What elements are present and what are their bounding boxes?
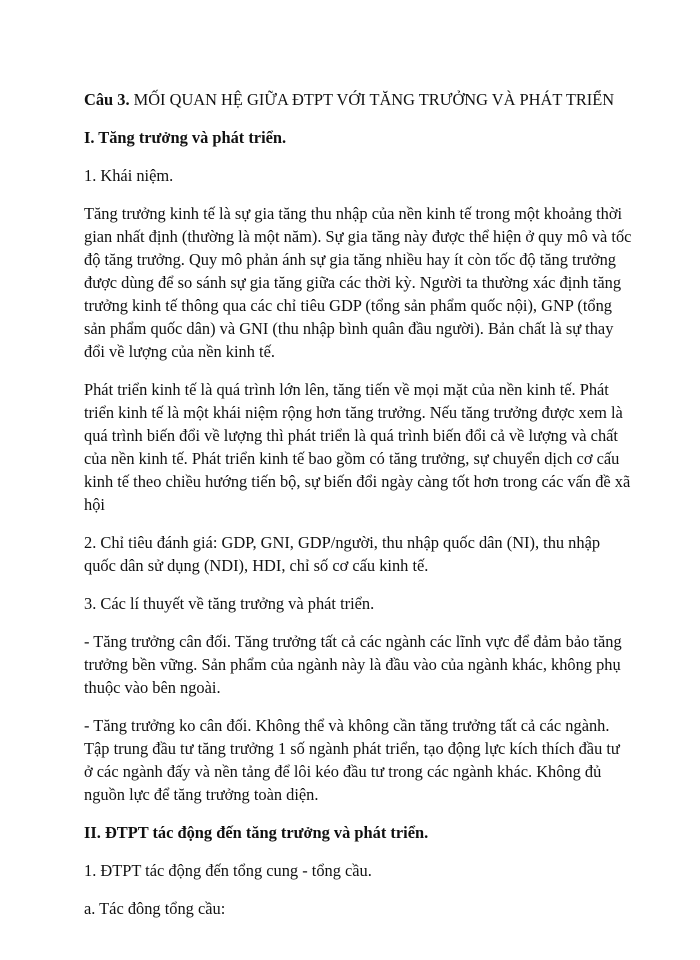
paragraph-development-definition <box>84 378 631 516</box>
title-prefix: Câu 3. <box>84 90 130 109</box>
paragraph-line: kinh tế theo chiều hướng tiến bộ, sự biến đổi ngày càng tốt hơn trong các vấn đề xã <box>84 472 631 491</box>
paragraph-line: nguồn lực để tăng trưởng toàn diện. <box>84 785 319 804</box>
paragraph-line: trưởng kinh tế thông qua các chỉ tiêu GDP (tổng sản phẩm quốc nội), GNP (tổng <box>84 296 612 315</box>
paragraph-line: quá trình biến đổi về lượng thì phát triển là quá trình biến đổi cả về lượng và chất <box>84 426 618 445</box>
document-title <box>84 88 616 111</box>
section-1-heading: I. Tăng trưởng và phát triển. <box>84 128 287 147</box>
paragraph-growth-definition <box>84 202 632 363</box>
paragraph-line: quốc dân sử dụng (NDI), HDI, chỉ số cơ cấu kinh tế. <box>84 556 429 575</box>
subsection-1-3-heading: 3. Các lí thuyết về tăng trưởng và phát triển. <box>84 594 375 613</box>
paragraph-balanced-growth <box>84 630 622 699</box>
paragraph-line: Tăng trưởng kinh tế là sự gia tăng thu nhập của nền kinh tế trong một khoảng thời <box>84 204 623 223</box>
paragraph-line: 2. Chỉ tiêu đánh giá: GDP, GNI, GDP/người, thu nhập quốc dân (NI), thu nhập <box>84 533 601 552</box>
paragraph-line: trưởng bền vững. Sản phẩm của ngành này là đầu vào của ngành khác, không phụ <box>84 655 621 674</box>
subsection-1-2-indicators <box>84 531 616 577</box>
paragraph-line: - Tăng trưởng ko cân đối. Không thể và không cần tăng trưởng tất cả các ngành. <box>84 716 610 735</box>
paragraph-line: triển kinh tế là một khái niệm rộng hơn tăng trưởng. Nếu tăng trưởng được xem là <box>84 403 623 422</box>
paragraph-unbalanced-growth <box>84 714 620 806</box>
paragraph-line: Phát triển kinh tế là quá trình lớn lên, tăng tiến về mọi mặt của nền kinh tế. Phát <box>84 380 609 399</box>
paragraph-line: sản phẩm quốc dân) và GNI (thu nhập bình quân đầu người). Bản chất là sự thay <box>84 319 614 338</box>
paragraph-line: ở các ngành đấy và nền tảng để lôi kéo đầu tư trong các ngành khác. Không đủ <box>84 762 602 781</box>
paragraph-line: độ tăng trưởng. Quy mô phản ánh sự gia tăng nhiều hay ít còn tốc độ tăng trưởng <box>84 250 616 269</box>
title-text: MỐI QUAN HỆ GIỮA ĐTPT VỚI TĂNG TRƯỞNG VÀ PHÁT TRIỂN <box>129 90 615 109</box>
paragraph-line: hội <box>84 495 105 514</box>
paragraph-line: gian nhất định (thường là một năm). Sự gia tăng này được thể hiện ở quy mô và tốc <box>84 227 632 246</box>
paragraph-line: - Tăng trưởng cân đối. Tăng trưởng tất cả các ngành các lĩnh vực để đảm bảo tăng <box>84 632 622 651</box>
paragraph-line: thuộc vào bên ngoài. <box>84 678 221 697</box>
paragraph-line: được dùng để so sánh sự gia tăng giữa các thời kỳ. Người ta thường xác định tăng <box>84 273 622 292</box>
subsection-2-1-a-heading: a. Tác đông tổng cầu: <box>84 899 226 918</box>
section-2-heading: II. ĐTPT tác động đến tăng trưởng và phát triển. <box>84 823 429 842</box>
subsection-1-1-heading: 1. Khái niệm. <box>84 166 174 185</box>
paragraph-line: của nền kinh tế. Phát triển kinh tế bao gồm có tăng trưởng, sự chuyển dịch cơ cấu <box>84 449 620 468</box>
paragraph-line: Tập trung đầu tư tăng trưởng 1 số ngành phát triển, tạo động lực kích thích đầu tư <box>84 739 620 758</box>
subsection-2-1-heading: 1. ĐTPT tác động đến tổng cung - tổng cầu. <box>84 861 372 880</box>
paragraph-line: đổi về lượng của nền kinh tế. <box>84 342 275 361</box>
